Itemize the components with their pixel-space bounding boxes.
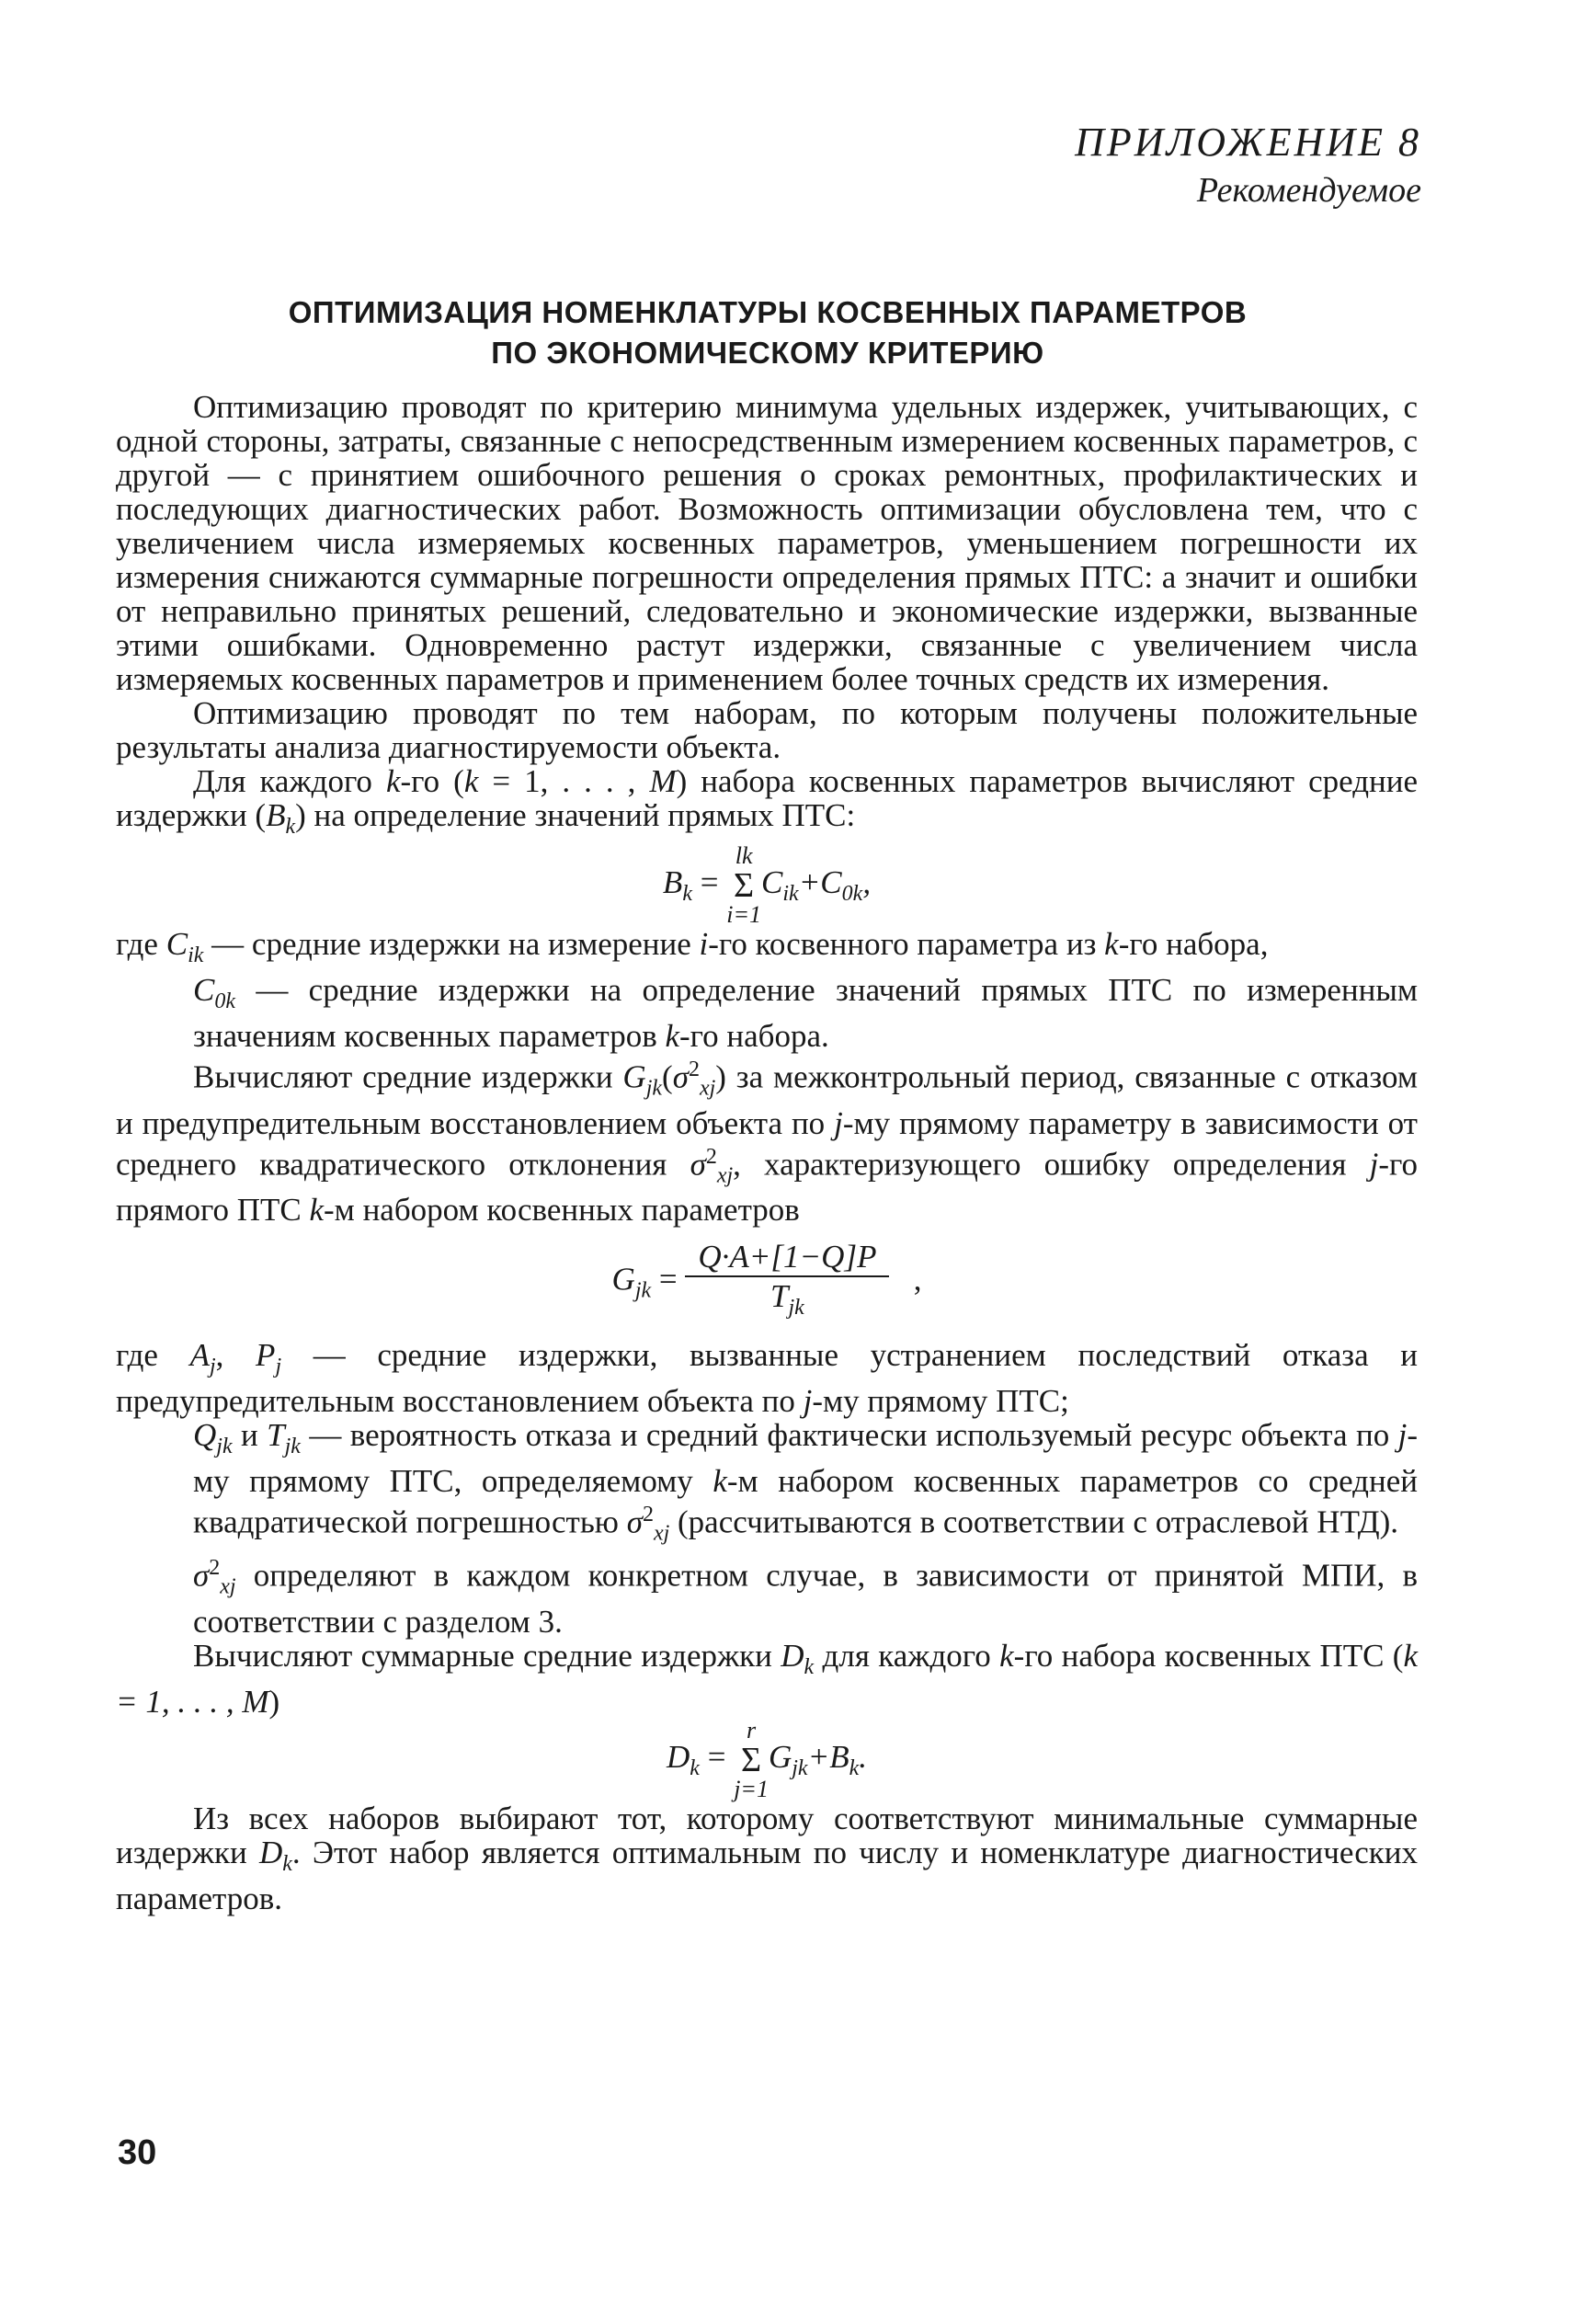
document-body: [116, 390, 1418, 1915]
document-title: [129, 292, 1407, 373]
where-c0k: $C_{0k}$ — средние издержки на определение значений прямых ПТС по измеренным значениям косвенных параметров k-го набора.: [193, 972, 1418, 1054]
sum-symbol: r Σ j=1: [734, 1716, 769, 1802]
fraction: $\frac{Q\cdot A+[1-Q]P}{T_{jk}}$: [685, 1240, 889, 1325]
title-line-2: ПО ЭКОНОМИЧЕСКОМУ КРИТЕРИЮ: [491, 336, 1044, 370]
paragraph-5: Вычисляют суммарные средние издержки $D_k$ для каждого k-го набора косвенных ПТС (k = 1, . . . , M): [116, 1637, 1418, 1720]
formula-dk: $D_k$ = r Σ j=1 $G_{jk}+B_k$.: [667, 1716, 867, 1802]
page-number: 30: [118, 2133, 157, 2172]
where-cik: где $C_{ik}$ — средние издержки на измерение i-го косвенного параметра из k-го набора,: [116, 926, 1269, 967]
formula-gjk: $G_{jk}$ = $\frac{Q\cdot A+[1-Q]P}{T_{jk}}$ ,: [116, 1240, 1418, 1325]
appendix-status: Рекомендуемое: [1196, 171, 1421, 210]
appendix-header: [1075, 118, 1421, 213]
where-qjk-tjk: $Q_{jk}$ и $T_{jk}$ — вероятность отказа и средний фактически используемый ресурс объекта по j-му прямому ПТС, определяемому k-м набором косвенных параметров со средней квадратической погрешностью $\sigma^2_{xj}$ (рассчитываются в соответствии с отраслевой НТД).: [193, 1417, 1418, 1546]
paragraph-6: Из всех наборов выбирают тот, которому соответствуют минимальные суммарные издержки $D_k$. Этот набор является оптимальным по числу и номенклатуре диагностических параметров.: [116, 1800, 1419, 1916]
formula-bk: $B_k$ = lk Σ i=1 $C_{ik}+C_{0k}$,: [662, 842, 872, 928]
sum-symbol: lk Σ i=1: [726, 842, 761, 928]
paragraph-3: Для каждого k-го (k = 1, . . . , M) набора косвенных параметров вычисляют средние издержки $(B_k)$ на определение значений прямых ПТС:: [116, 763, 1419, 839]
paragraph-1: Оптимизацию проводят по критерию минимума удельных издержек, учитывающих, с одной стороны, затраты, связанные с непосредственным измерением косвенных параметров, с другой — с принятием ошибочного решения о сроках ремонтных, профилактических и последующих диагностических работ. Возможность оптимизации обусловлена тем, что с увеличением числа измеряемых косвенных параметров, уменьшением погрешности их измерения снижаются суммарные погрешности определения прямых ПТС: а значит и ошибки от неправильно принятых решений, следовательно и экономические издержки, вызванные этими ошибками. Одновременно растут издержки, связанные с увеличением числа измеряемых косвенных параметров и применением более точных средств их измерения.: [116, 389, 1418, 697]
appendix-label: ПРИЛОЖЕНИЕ 8: [1075, 120, 1421, 165]
paragraph-4: Вычисляют средние издержки $G_{jk}(\sigma^2_{xj})$ за межконтрольный период, связанные с отказом и предупредительным восстановлением объекта по j-му прямому параметру в зависимости от среднего квадратического отклонения $\sigma^2_{xj}$, характеризующего ошибку определения j-го прямого ПТС k-м набором косвенных параметров: [116, 1058, 1418, 1229]
title-line-1: ОПТИМИЗАЦИЯ НОМЕНКЛАТУРЫ КОСВЕННЫХ ПАРАМЕТРОВ: [288, 295, 1248, 329]
where-aj-pj: где $A_j$, $P_j$ — средние издержки, вызванные устранением последствий отказа и предупредительным восстановлением объекта по j-му прямому ПТС;: [116, 1337, 1418, 1420]
paragraph-2: Оптимизацию проводят по тем наборам, по которым получены положительные результаты анализа диагностируемости объекта.: [116, 695, 1418, 765]
sigma-note: $\sigma^2_{xj}$ определяют в каждом конкретном случае, в зависимости от принятой МПИ, в соответствии с разделом 3.: [193, 1555, 1418, 1640]
